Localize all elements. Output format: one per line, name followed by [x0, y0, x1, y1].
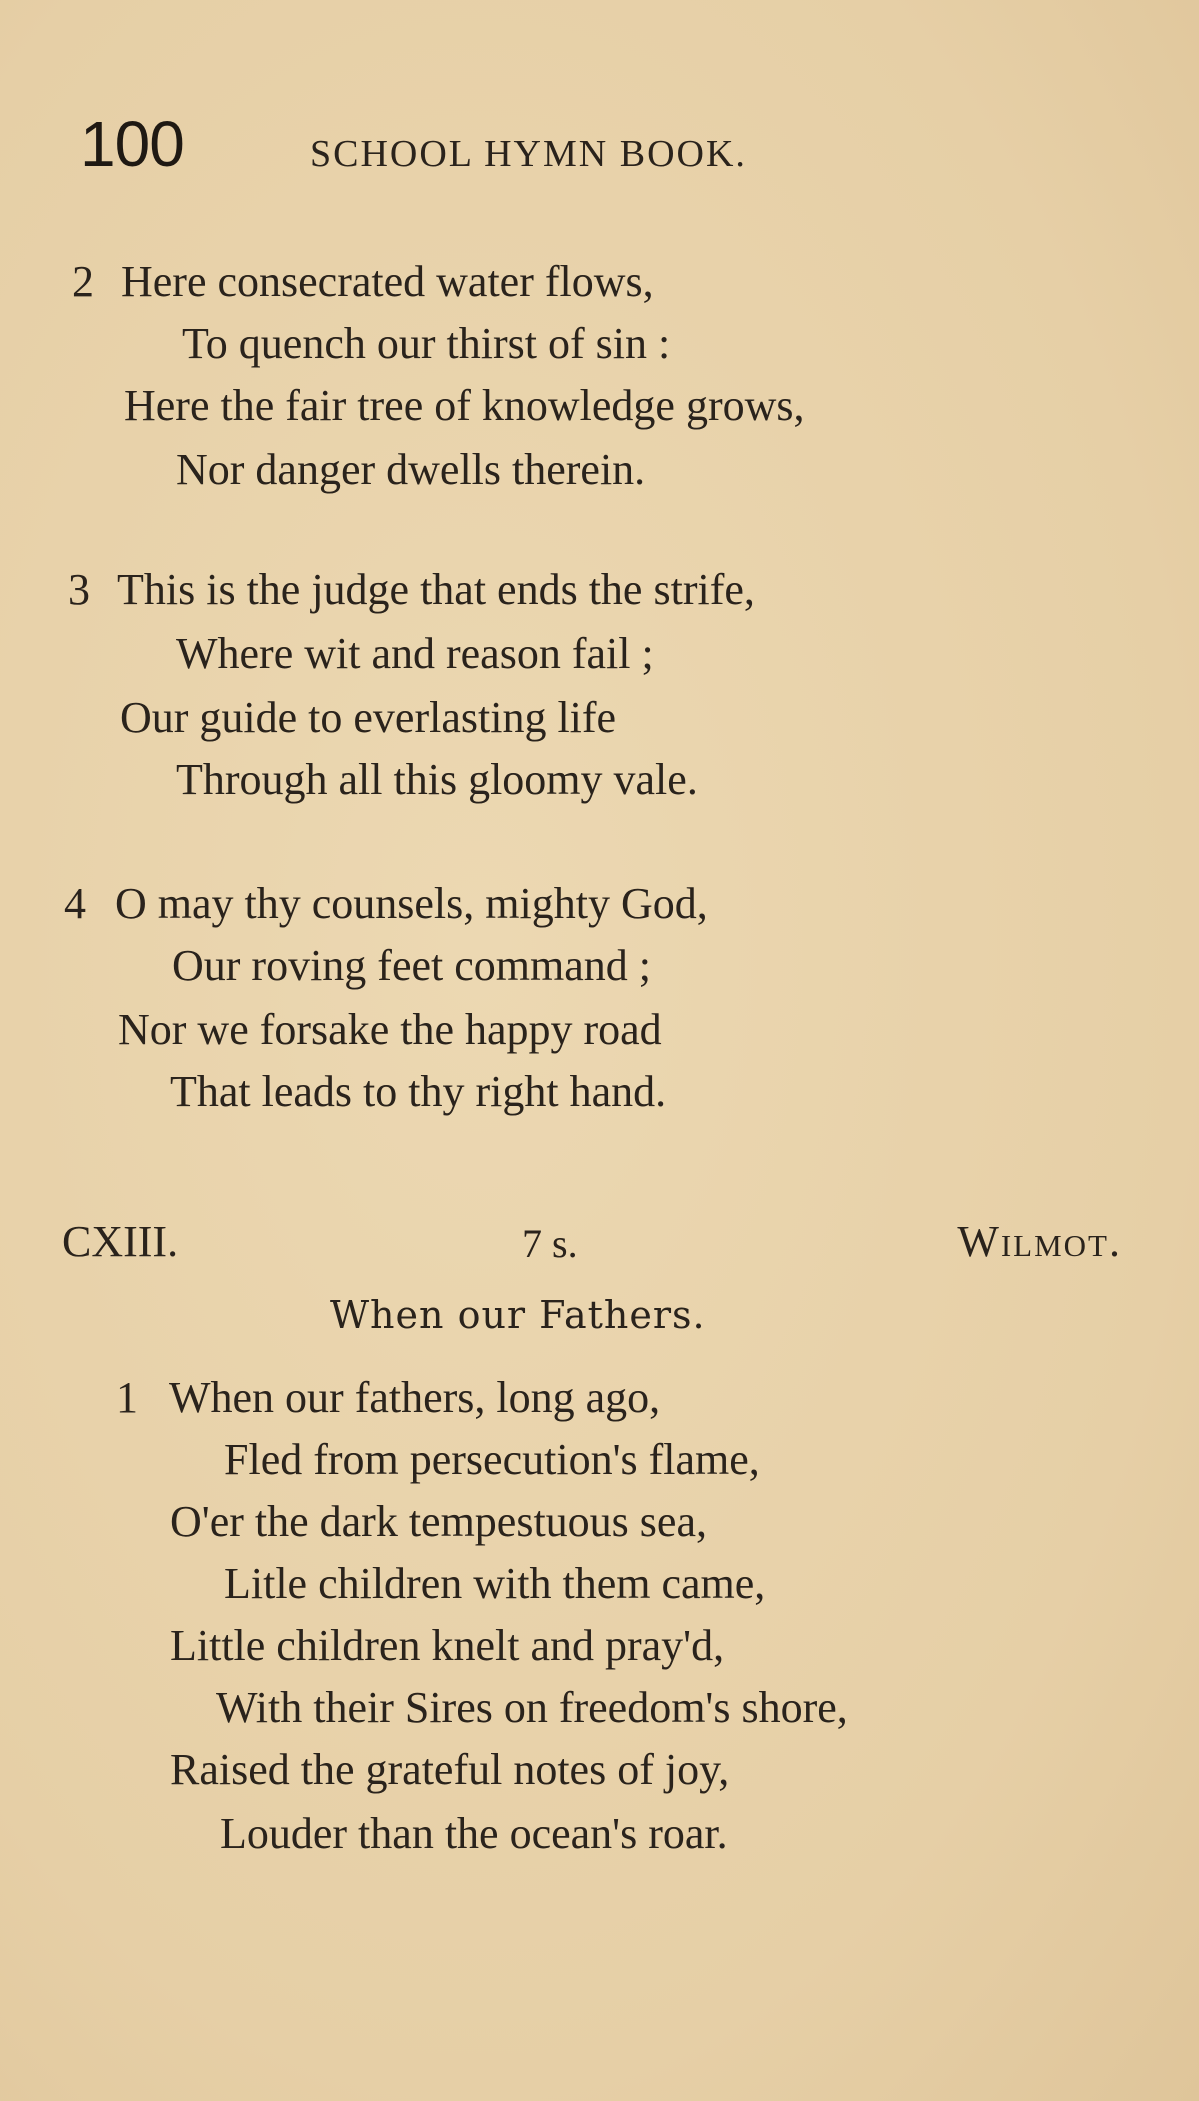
hymn-meter: 7 s. [522, 1221, 578, 1266]
stanza-line: To quench our thirst of sin : [182, 319, 671, 368]
stanza-line: Litle children with them came, [224, 1559, 766, 1608]
stanza-line: Through all this gloomy vale. [176, 755, 698, 804]
stanza-line [116, 1374, 660, 1422]
hymn-author: Wilmot. [957, 1217, 1122, 1266]
hymn-number: CXIII. [62, 1217, 179, 1266]
stanza-line: Raised the grateful notes of joy, [170, 1745, 730, 1794]
stanza-line: With their Sires on freedom's shore, [216, 1683, 848, 1732]
stanza-line: Louder than the ocean's roar. [220, 1809, 728, 1858]
stanza-line: Our guide to everlasting life [120, 693, 617, 742]
verse-text: Here consecrated water flows, [121, 257, 654, 306]
stanza-line: Fled from persecution's flame, [224, 1435, 760, 1484]
stanza-line [64, 880, 708, 928]
stanza-number: 3 [68, 565, 90, 614]
stanza-line: Little children knelt and pray'd, [170, 1621, 725, 1670]
stanza-line: Here the fair tree of knowledge grows, [124, 381, 805, 430]
stanza-line: Nor danger dwells therein. [176, 445, 646, 494]
page-number: 100 [80, 108, 184, 180]
stanza-number: 1 [116, 1373, 138, 1422]
stanza-number: 2 [72, 257, 94, 306]
stanza-line [68, 566, 755, 614]
stanza-line: Where wit and reason fail ; [176, 629, 654, 678]
page-header [80, 108, 1120, 182]
hymn-title: When our Fathers. [330, 1293, 706, 1337]
stanza-line: O'er the dark tempestuous sea, [170, 1497, 707, 1546]
stanza-line: That leads to thy right hand. [170, 1067, 667, 1116]
stanza-line: Nor we forsake the happy road [118, 1005, 662, 1054]
stanza-line [72, 258, 654, 306]
verse-text: When our fathers, long ago, [169, 1373, 661, 1422]
hymn-heading [62, 1218, 1122, 1268]
stanza-line: Our roving feet command ; [172, 941, 651, 990]
verse-text: O may thy counsels, mighty God, [115, 879, 708, 928]
verse-text: This is the judge that ends the strife, [117, 565, 755, 614]
stanza-number: 4 [64, 879, 86, 928]
running-head: SCHOOL HYMN BOOK. [310, 133, 747, 175]
